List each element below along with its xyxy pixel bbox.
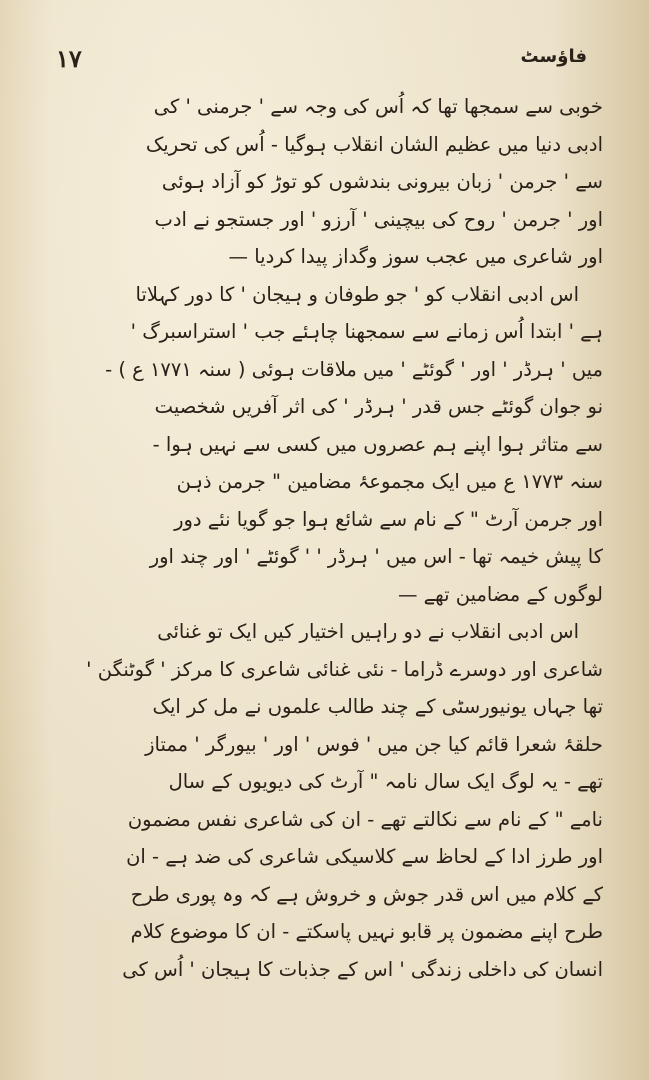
text-line: تھے - یہ لوگ ایک سال نامہ " آرٹ کی دیویوں کے سال [168,770,603,793]
text-line: اس ادبی انقلاب کو ' جو طوفان و ہیجان ' کا دور کہلاتا [135,282,579,306]
text-line: ہے ' ابتدا اُس زمانے سے سمجھنا چاہئے جب ' استراسبرگ ' [130,320,603,343]
text-line: خوبی سے سمجھا تھا کہ اُس کی وجہ سے ' جرمنی ' کی [153,95,603,118]
text-line: سنہ ۱۷۷۳ ع میں ایک مجموعۂ مضامین " جرمن ذہن [176,470,603,493]
text-line: کے کلام میں اس قدر جوش و خروش ہے کہ وہ پوری طرح [130,882,603,906]
text-line: میں ' ہرڈر ' اور ' گوئٹے ' میں ملاقات ہوئی ( سنہ ۱۷۷۱ ع ) - [105,357,603,381]
text-line: تھا جہاں یونیورسٹی کے چند طالب علموں نے مل کر ایک [152,695,603,718]
text-line: سے ' جرمن ' زبان بیرونی بندشوں کو توڑ کو آزاد ہوئی [161,170,603,193]
text-line: اور جرمن آرٹ " کے نام سے شائع ہوا جو گویا نئے دور [174,507,603,531]
text-line: شاعری اور دوسرے ڈراما - نئی غنائی شاعری کا مرکز ' گوٹنگن ' [86,657,603,681]
page-body [44,88,603,988]
text-line: اور ' جرمن ' روح کی بیچینی ' آرزو ' اور جستجو نے ادب [154,207,603,231]
text-line: ادبی دنیا میں عظیم الشان انقلاب ہوگیا - اُس کی تحریک [145,132,603,156]
text-line: سے متاثر ہوا اپنے ہم عصروں میں کسی سے نہیں ہوا - [152,432,603,456]
text-line: اس ادبی انقلاب نے دو راہیں اختیار کیں ایک تو غنائی [157,620,579,643]
text-line: کا پیش خیمہ تھا - اس میں ' ہرڈر ' ' گوئٹے ' اور چند اور [149,545,603,568]
text-line: نامے " کے نام سے نکالتے تھے - ان کی شاعری نفس مضمون [127,807,603,831]
running-title: فاؤسٹ [520,46,587,67]
page-number: ۱۷ [56,44,82,73]
text-line: طرح اپنے مضمون پر قابو نہیں پاسکتے - ان کا موضوع کلام [130,920,603,943]
text-line: اور شاعری میں عجب سوز وگداز پیدا کردیا — [228,245,603,268]
text-line: انسان کی داخلی زندگی ' اس کے جذبات کا ہیجان ' اُس کی [122,957,603,981]
text-line: نو جوان گوئٹے جس قدر ' ہرڈر ' کی اثر آفریں شخصیت [154,395,603,418]
text-line: حلقۂ شعرا قائم کیا جن میں ' فوس ' اور ' بیورگر ' ممتاز [145,732,603,756]
text-line: اور طرز ادا کے لحاظ سے کلاسیکی شاعری کی ضد ہے - ان [126,845,603,868]
text-line: لوگوں کے مضامین تھے — [397,582,603,606]
